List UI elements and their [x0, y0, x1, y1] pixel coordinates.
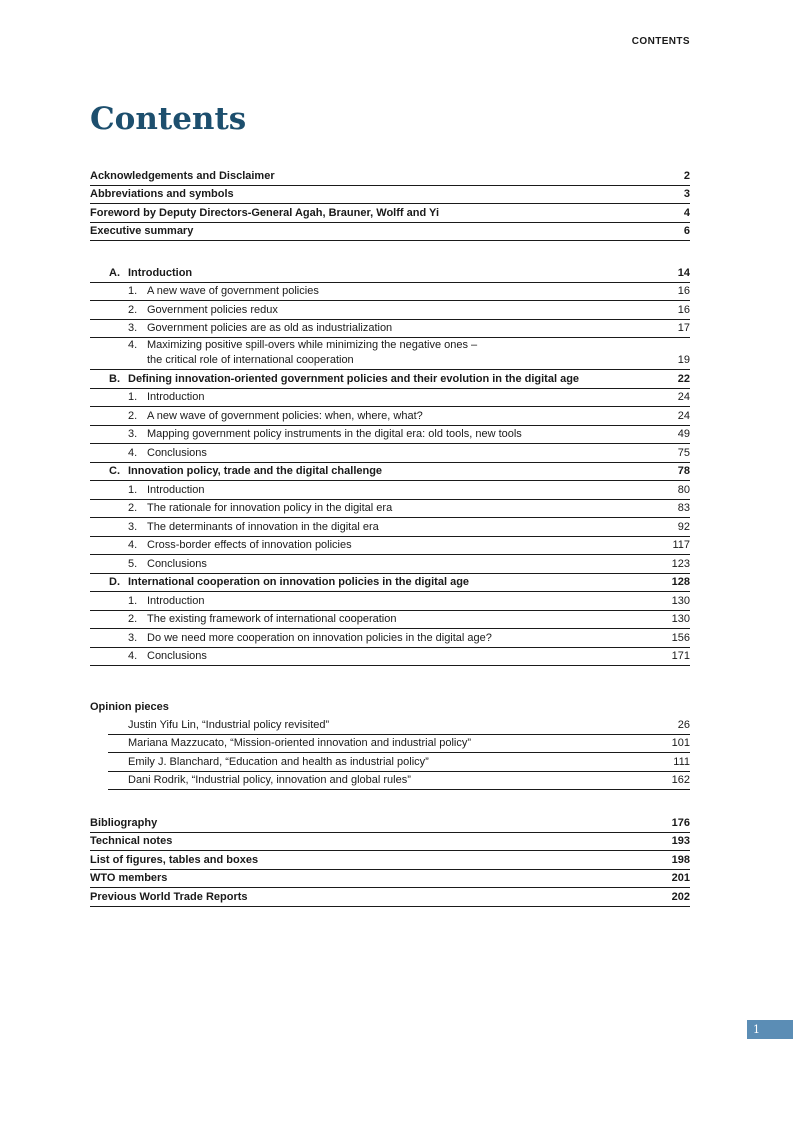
toc-entry-label: Bibliography	[90, 816, 158, 829]
subsection-label: Conclusions	[147, 557, 207, 570]
opinion-label: Mariana Mazzucato, “Mission-oriented innovation and industrial policy”	[128, 737, 471, 749]
toc-entry[interactable]	[90, 814, 690, 833]
subsection-page: 83	[677, 502, 690, 514]
opinion-page: 26	[677, 718, 690, 731]
opinion-label: Justin Yifu Lin, “Industrial policy revisited”	[128, 718, 330, 731]
subsection-num: 3.	[128, 631, 138, 644]
subsection-label: The existing framework of international cooperation	[147, 613, 397, 625]
subsection-entry[interactable]	[90, 444, 690, 463]
section-page: 22	[677, 372, 690, 385]
subsection-num: 1.	[128, 391, 138, 403]
subsection-page: 117	[672, 539, 690, 551]
subsection-label: Conclusions	[147, 650, 207, 662]
toc-entry-page: 198	[671, 853, 690, 866]
subsection-entry[interactable]	[90, 426, 690, 445]
subsection-num: 3.	[128, 520, 138, 533]
subsection-entry[interactable]	[90, 338, 690, 370]
toc-entry-label: WTO members	[90, 872, 168, 884]
subsection-page: 80	[677, 483, 690, 496]
toc-entry-label: List of figures, tables and boxes	[90, 853, 259, 866]
opinion-entry[interactable]	[108, 772, 690, 791]
toc-entry-label: Foreword by Deputy Directors-General Agah, Brauner, Wolff and Yi	[90, 206, 440, 219]
sections-list	[90, 264, 690, 666]
toc-entry-page: 193	[671, 835, 690, 847]
subsection-label: Do we need more cooperation on innovation policies in the digital age?	[147, 631, 492, 644]
toc-entry-label: Executive summary	[90, 225, 194, 237]
toc-entry[interactable]	[90, 204, 690, 223]
subsection-num: 4.	[128, 539, 138, 551]
subsection-page: 75	[677, 446, 690, 459]
subsection-num: 4.	[128, 650, 138, 662]
section-page: 128	[671, 576, 690, 588]
subsection-page: 92	[677, 520, 690, 533]
subsection-num: 2.	[128, 303, 138, 316]
section-entry-b[interactable]	[90, 370, 690, 389]
toc-entry[interactable]	[90, 851, 690, 870]
subsection-entry[interactable]	[90, 407, 690, 426]
section-label: Innovation policy, trade and the digital challenge	[128, 465, 383, 477]
toc-entry-label: Abbreviations and symbols	[90, 188, 234, 200]
subsection-label-line2: the critical role of international cooperation	[147, 354, 354, 366]
subsection-entry[interactable]	[90, 629, 690, 648]
section-page: 14	[677, 266, 690, 279]
subsection-label: A new wave of government policies	[147, 285, 319, 297]
opinion-entry[interactable]	[108, 735, 690, 754]
toc-entry-page: 202	[671, 890, 690, 903]
opinion-entry[interactable]	[108, 716, 690, 735]
toc-entry[interactable]	[90, 888, 690, 907]
subsection-page: 156	[671, 631, 690, 644]
subsection-num: 3.	[128, 322, 138, 334]
opinion-page: 101	[671, 737, 690, 749]
subsection-entry[interactable]	[90, 518, 690, 537]
subsection-page: 130	[671, 594, 690, 607]
subsection-entry[interactable]	[90, 389, 690, 408]
toc-entry[interactable]	[90, 223, 690, 242]
subsection-num: 4.	[128, 446, 138, 459]
subsection-page: 171	[671, 650, 690, 662]
subsection-page: 16	[677, 285, 690, 297]
toc-entry-page: 2	[683, 169, 690, 182]
subsection-label: Conclusions	[147, 446, 207, 459]
front-matter-list	[90, 167, 690, 241]
page-number-tab: 1	[747, 1020, 793, 1039]
section-letter: D.	[109, 576, 120, 588]
subsection-num: 5.	[128, 557, 138, 570]
subsection-entry[interactable]	[90, 537, 690, 556]
subsection-label: The rationale for innovation policy in the digital era	[147, 502, 393, 514]
subsection-num: 2.	[128, 502, 138, 514]
toc-entry-page: 3	[683, 188, 690, 200]
subsection-entry[interactable]	[90, 320, 690, 339]
subsection-entry[interactable]	[90, 648, 690, 667]
subsection-num: 1.	[128, 285, 138, 297]
subsection-label: Introduction	[147, 594, 205, 607]
opinion-label: Emily J. Blanchard, “Education and health as industrial policy”	[128, 755, 429, 768]
subsection-page: 17	[677, 322, 690, 334]
subsection-label: Government policies are as old as industrialization	[147, 322, 393, 334]
subsection-label: Introduction	[147, 483, 205, 496]
opinion-entry[interactable]	[108, 753, 690, 772]
section-entry-d[interactable]	[90, 574, 690, 593]
toc-entry-page: 201	[671, 872, 690, 884]
subsection-label: The determinants of innovation in the digital era	[147, 520, 379, 533]
section-label: International cooperation on innovation policies in the digital age	[128, 576, 470, 588]
subsection-page: 19	[677, 354, 690, 366]
section-letter: A.	[109, 266, 120, 279]
subsection-page: 16	[677, 303, 690, 316]
toc-entry-label: Previous World Trade Reports	[90, 890, 248, 903]
subsection-num: 3.	[128, 428, 138, 440]
toc-entry-page: 4	[683, 206, 690, 219]
subsection-num: 2.	[128, 613, 138, 625]
subsection-page: 24	[677, 391, 690, 403]
toc-entry[interactable]	[90, 167, 690, 186]
opinion-page: 162	[671, 774, 690, 786]
section-label: Defining innovation-oriented government policies and their evolution in the digital age	[128, 372, 580, 385]
toc-entry-page: 176	[671, 816, 690, 829]
opinion-pieces-title: Opinion pieces	[90, 701, 169, 713]
section-label: Introduction	[128, 266, 193, 279]
subsection-num: 2.	[128, 409, 138, 422]
subsection-entry[interactable]	[90, 481, 690, 500]
subsection-entry[interactable]	[90, 592, 690, 611]
subsection-num: 1.	[128, 594, 138, 607]
section-entry-a[interactable]	[90, 264, 690, 283]
page-title: Contents	[90, 101, 247, 137]
subsection-num: 4.	[128, 339, 138, 351]
subsection-entry[interactable]	[90, 555, 690, 574]
subsection-page: 123	[671, 557, 690, 570]
subsection-entry[interactable]	[90, 611, 690, 630]
subsection-entry[interactable]	[90, 500, 690, 519]
subsection-label: Cross-border effects of innovation policies	[147, 539, 352, 551]
toc-entry-label: Acknowledgements and Disclaimer	[90, 169, 275, 182]
section-page: 78	[677, 465, 690, 477]
subsection-num: 1.	[128, 483, 138, 496]
section-letter: C.	[109, 465, 120, 477]
subsection-label: Government policies redux	[147, 303, 278, 316]
toc-entry-label: Technical notes	[90, 835, 173, 847]
opinion-label: Dani Rodrik, “Industrial policy, innovation and global rules”	[128, 774, 411, 786]
subsection-page: 49	[677, 428, 690, 440]
section-letter: B.	[109, 372, 120, 385]
subsection-label: Mapping government policy instruments in the digital era: old tools, new tools	[147, 428, 522, 440]
toc-entry-page: 6	[683, 225, 690, 237]
subsection-page: 24	[677, 409, 690, 422]
toc-entry[interactable]	[90, 870, 690, 889]
running-head: CONTENTS	[631, 36, 690, 47]
subsection-label: Maximizing positive spill-overs while minimizing the negative ones –	[147, 339, 478, 351]
back-matter-list	[90, 814, 690, 907]
subsection-page: 130	[671, 613, 690, 625]
subsection-entry[interactable]	[90, 301, 690, 320]
subsection-label: Introduction	[147, 391, 205, 403]
subsection-label: A new wave of government policies: when, where, what?	[147, 409, 423, 422]
subsection-entry[interactable]	[90, 283, 690, 302]
section-entry-c[interactable]	[90, 463, 690, 482]
toc-entry[interactable]	[90, 833, 690, 852]
opinion-page: 111	[673, 755, 690, 768]
toc-entry[interactable]	[90, 186, 690, 205]
opinion-pieces-list	[90, 701, 690, 790]
